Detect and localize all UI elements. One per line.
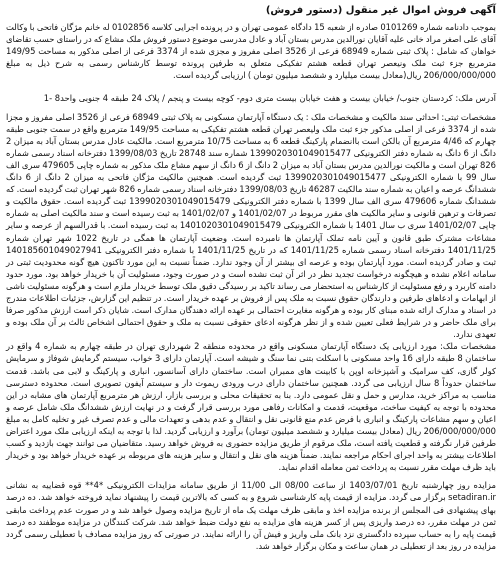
- paragraph-property-details: مشخصات ملک: مورد ارزیابی یک دستگاه آپارتمان مسکونی واقع در محدوده منطقه 2 شهرداری تهران در طبقه چهارم به شماره 4 واقع در ساختمان 8 طبقه دارای 16 واحد مسکونی با اسکلت بتنی نما سنگ و شیشه است. آپارتمان دارای 3 خواب، سیستم گرمایش شوفاژ و سرمایش کولر گازی، کف سرامیک و آشپزخانه اوپن با کابینت های ممبران است. ساختمان دارای آسانسور، انباری و پارکینگ و لابی می باشد. قدمت ساختمان حدوداً 8 سال ارزیابی می گردد. همچنین ساختمان دارای درب ورودی ریموت دار و سیستم آیفون تصویری است. محدوده دسترسی مناسب به مراکز خرید، مدارس و حمل و نقل عمومی دارد. بنا به تحقیقات محلی و بررسی بازار، ارزش هر مترمربع آپارتمان های مشابه در این محدوده با توجه به کیفیت ساخت، موقعیت، قدمت و امکانات رفاهی مورد بررسی قرار گرفت و در نهایت ارزش ششدانگ ملک شامل عرصه و اعیان و سهم مشاعات پارکینگ و انباری با فرض عدم منع قانونی نقل و انتقال و عدم بدهی و تعهدات مالی و عدم تصرف غیر و تخلیه کامل به مبلغ 206/000/000/000 ریال (معادل بیست میلیارد و ششصد میلیون تومان) برآورد و ارزیابی گردید. لذا با توجه به اینکه ارزیابی ملک مورد اعتراض طرفین قرار نگرفته و قطعیت یافته است، ملک مرقوم از طریق مزایده حضوری به فروش خواهد رسید. متقاضیان می توانند جهت بازدید و کسب اطلاعات بیشتر به واحد اجرای احکام مراجعه نمایند. ضمناً هزینه های نقل و انتقال و سایر هزینه های مربوطه بر عهده خریدار خواهد بود و خریدار باید ظرف مهلت مقرر نسبت به پرداخت ثمن معامله اقدام نماید.: [6, 341, 496, 473]
- paragraph-auction-terms: مزایده روز چهارشنبه تاریخ 1403/07/01 از ساعت 08/00 الی 11/00 از طریق سامانه مزایدات الکترونیکی *4** قوه قضاییه به نشانی setadiran.ir برگزار می گردد. مزایده از قیمت پایه کارشناسی شروع و به کسی که بالاترین قیمت را پیشنهاد نماید فروخته خواهد شد. ده درصد بهای پیشنهادی فی المجلس از برنده مزایده اخذ و مابقی ظرف مهلت یک ماه از تاریخ مزایده وصول خواهد شد و در صورت عدم پرداخت مابقی ثمن در مهلت مقرر، ده درصد واریزی پس از کسر هزینه های مزایده به نفع دولت ضبط خواهد شد. شرکت کنندگان در مزایده موظفند ده درصد قیمت پایه را به حساب سپرده دادگستری نزد بانک ملی واریز و فیش آن را ارائه نمایند. در صورتی که روز مزایده مصادف با تعطیلی رسمی گردد مزایده در روز بعد از تعطیلی در همان ساعت و مکان برگزار خواهد شد.: [6, 480, 497, 551]
- paragraph-registration: مشخصات ثبتی: احداثی سند مالکیت و مشخصات ملک : یک دستگاه آپارتمان مسکونی به پلاک ثبتی 68949 فرعی از 3526 اصلی مفروز و مجزا شده از 3374 فرعی از اصلی مذکور جزء ثبت ملک ولیعصر تهران قطعه هشتم تفکیکی به مساحت 149/95 مترمربع واقع در سمت جنوبی طبقه چهارم که 4/46 مترمربع آن بالکن است باانضمام پارکینگ قطعه 6 به مساحت 10/75 مترمربع است. مالکیت عادل مدرس بستان آباد به میزان 2 دانگ از 6 دانگ به شماره دفتر الکترونیکی 1399020301049015477 شماره سند 28748 تاریخ 1399/08/03 دفترخانه اسناد رسمی شماره 826 تهران است و مالکیت نورالدین مدرس بستان آباد به میزان 2 دانگ از 6 دانگ از سهم مشاع ملک مذکور به شماره چاپی 479605 سری الف سال 99 با شماره الکترونیکی 1399020301049015477 ثبت گردیده است. همچنین مالکیت مژگان فاتحی به میزان 2 دانگ از 6 دانگ ششدانگ عرصه و اعیان به شماره سند مالکیت 46287 تاریخ 1399/08/03 دفترخانه اسناد رسمی شماره 826 شهر تهران ثبت گردیده است. که ششدانگ شماره 479606 سری الف سال 1399 با شماره دفتر الکترونیکی 1399020301049015479 ثبت گردیده است. حقوق مالکیت و تصرفات و ترهین قانونی و سایر مالکیت های مقرر مربوط در 1401/02/07 و 1401/02/07 به ثبت رسیده است و سند مالکیت اصلی به شماره چاپی 1401/02/07 سری ب سال 1401 با شماره الکترونیکی 1401020301049015479 به ثبت رسیده است. با قدرالسهم از عرصه و سایر مشاعات مشترک طبق قانون و آیین نامه تملک آپارتمان ها نامبرده است. وضعیت آپارتمان ها همگی در تاریخ 1022 شهر تهران شماره 1401/11/25 دفترخانه اسناد رسمی شماره 1401/11/25 که در تاریخ 1401/11/25 با شماره دفتر الکترونیکی 140185601049027941 ثبت و صادر گردیده است. مورد آپارتمان بوده و عرصه ای بیشتر از آن وجود ندارد. ضمناً نسبت به این مورد تاکنون هیچ گونه محدودیت ثبتی در سامانه اعلام نشده و هیچگونه درخواست تجدید نظر در اثر آن ثبت نشده است و در صورت وجود، مسئولیت آن با خریدار خواهد بود. مورد حدود دامنه کاربرد و رفع مسئولیت از کارشناس به استحضار می رساند تاکید بر رسیدگی دقیق ملک توسط خریدار ملزم است و هرگونه مسئولیت ناشی از ابهامات و ادعاهای طرفین و دارندگان حقوق نسبت به ملک پس از فروش بر عهده خریدار است. در تنظیم این گزارش، جزئیات اطلاعات مندرج در اسناد و مدارک ارائه شده مبنای کار بوده و هرگونه مغایرت احتمالی بر عهده ارائه دهندگان مدارک است. شایان ذکر است ارزش مذکور صرفا برای ملک حاضر و در شرایط فعلی تعیین شده و از نظر هرگونه ادعای حقوقی نسبت به ملک و حقوق احتمالی اشخاص ثالث بر آن ملک بوده و تعهدی ندارد.: [6, 111, 497, 340]
- notice-title: آگهی فروش اموال غیر منقول (دستور فروش): [265, 5, 496, 16]
- paragraph-judgment: بموجب دادنامه شماره 0101269 صادره از شعبه 15 دادگاه عمومی تهران و در پرونده اجرایی کلاسه 0102856 له خانم مژگان فاتحی با وکالت آقای علی اصغر مراد خانی علیه آقایان نورالدین مدرس بستان آباد و عادل مدرسی موضوع دستور فروش ملک مشاع که در راستای حسب تقاضای خواهان که شامل : پلاک ثبتی شماره 68949 فرعی از 3526 اصلی مفروز و مجزی شده از 3374 فرعی از اصلی مذکور به مساحت 149/95 مترمربع جزء ثبت ملک ونیعصر تهران قطعه هشتم تفکیکی متعلق به طرفین پرونده توسط کارشناس رسمی به شرح ذیل به مبلغ 206/000/000/000 ریال(معادل بیست میلیارد و ششصد میلیون تومان ) ارزیابی گردیده است.: [6, 22, 497, 81]
- paragraph-address: آدرس ملک: کردستان جنوب/ خیابان بیست و هفت خیابان بیست متری دوم- کوچه بیست و پنجم / پلاک 24 طبقه 4 جنوبی واحد8 -1: [43, 93, 496, 104]
- spacer: [6, 81, 496, 92]
